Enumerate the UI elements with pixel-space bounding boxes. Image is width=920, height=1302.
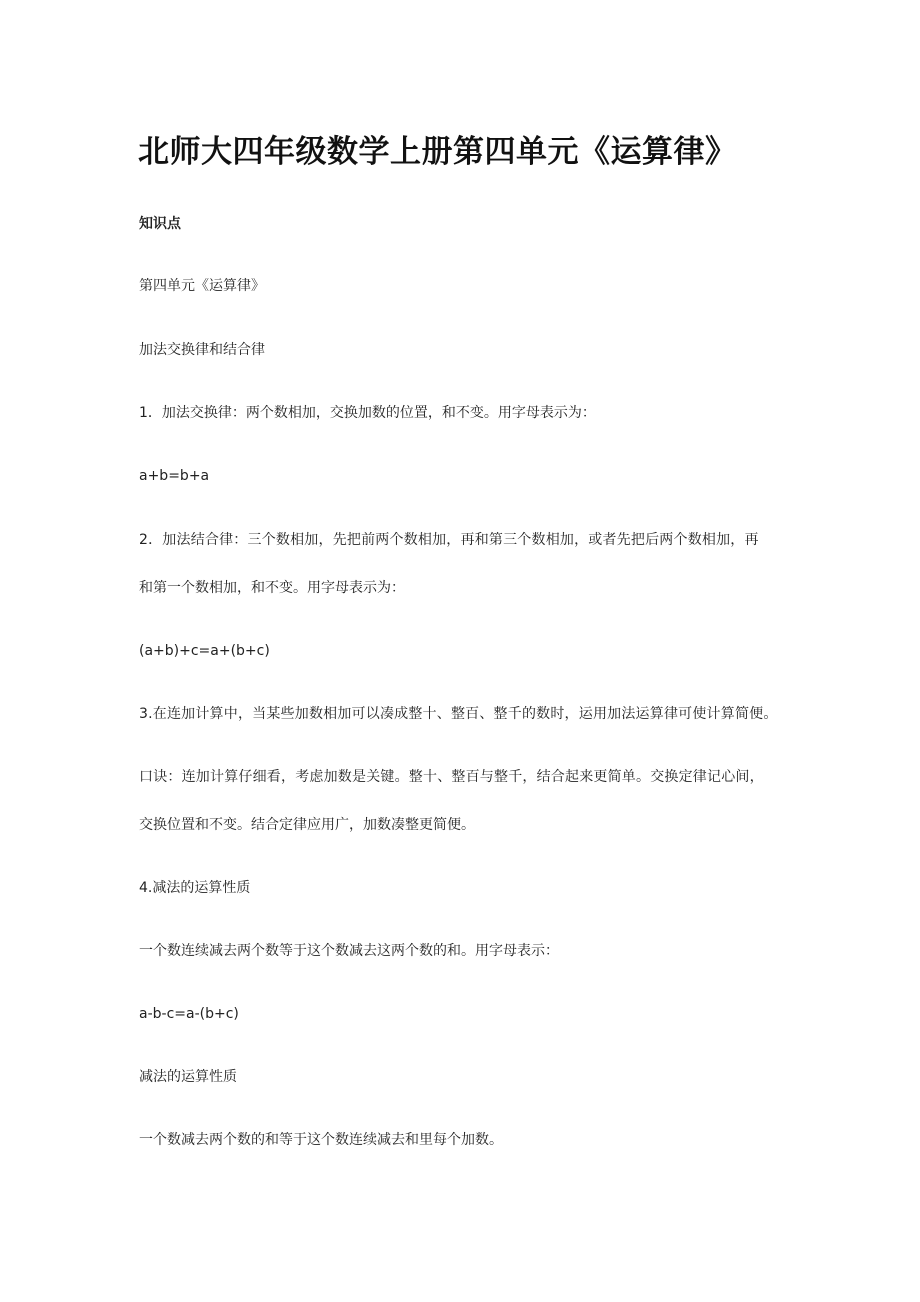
subsection-heading: 加法交换律和结合律: [139, 342, 265, 358]
subtraction-rule-text: 一个数连续减去两个数等于这个数减去这两个数的和。用字母表示：: [139, 943, 559, 959]
unit-title-line: 第四单元《运算律》: [139, 278, 265, 294]
document-title: 北师大四年级数学上册第四单元《运算律》: [138, 134, 737, 170]
rule-associative-text-line2: 和第一个数相加，和不变。用字母表示为：: [139, 580, 405, 596]
rule-simplify-text: 3.在连加计算中，当某些加数相加可以凑成整十、整百、整千的数时，运用加法运算律可使计算简便。: [139, 706, 778, 722]
rule-associative-text-line1: 2．加法结合律：三个数相加，先把前两个数相加，再和第三个数相加，或者先把后两个数相加，再: [139, 532, 759, 548]
formula-subtraction: a-b-c=a-(b+c): [139, 1006, 239, 1022]
mnemonic-line1: 口诀：连加计算仔细看，考虑加数是关键。整十、整百与整千，结合起来更简单。交换定律记心间，: [139, 769, 764, 785]
mnemonic-line2: 交换位置和不变。结合定律应用广，加数凑整更简便。: [139, 817, 475, 833]
formula-associative: (a+b)+c=a+(b+c): [139, 643, 270, 659]
subtraction-heading: 4.减法的运算性质: [139, 880, 251, 896]
section-heading: 知识点: [139, 216, 181, 232]
subtraction-rule-text-2: 一个数减去两个数的和等于这个数连续减去和里每个加数。: [139, 1132, 503, 1148]
subtraction-heading-2: 减法的运算性质: [139, 1069, 237, 1085]
formula-commutative: a+b=b+a: [139, 468, 210, 484]
rule-commutative-text: 1．加法交换律：两个数相加，交换加数的位置，和不变。用字母表示为：: [139, 405, 596, 421]
